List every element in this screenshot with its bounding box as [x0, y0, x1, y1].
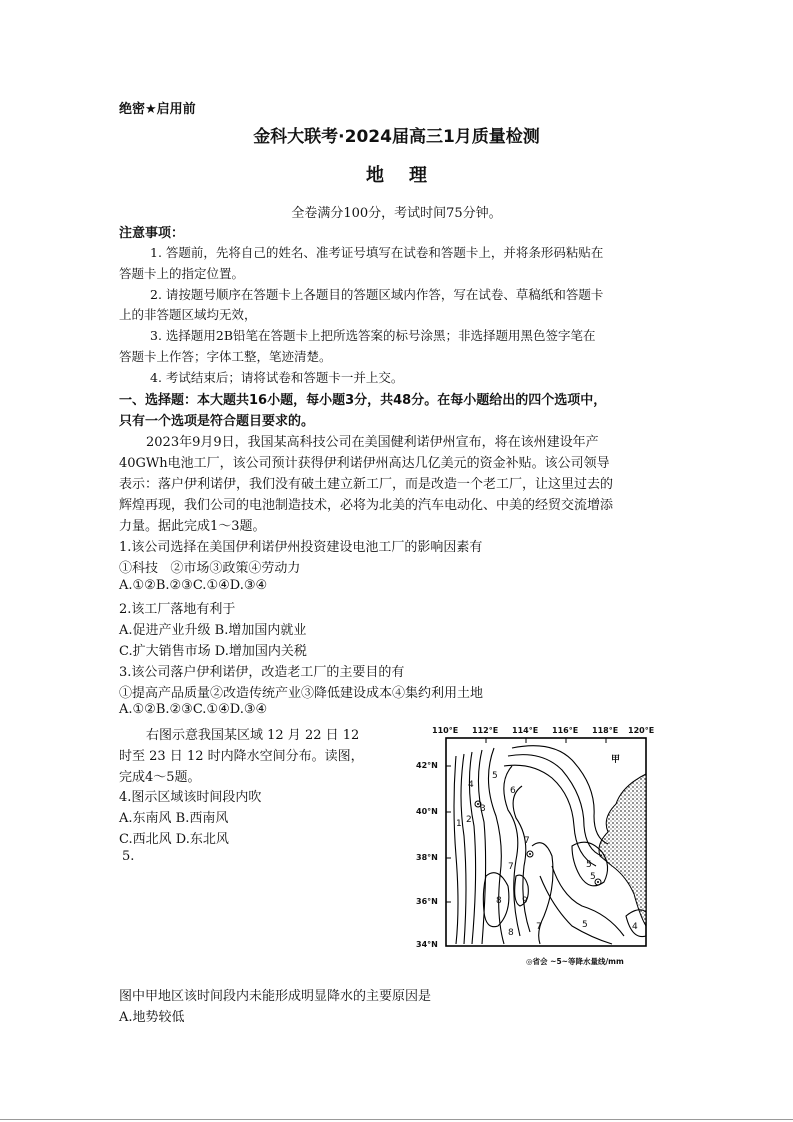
- isoline-value: 7: [536, 922, 542, 932]
- subject-title: 地 理: [365, 165, 428, 186]
- q1-items: ①科技 ②市场③政策④劳动力: [119, 561, 301, 576]
- q1-stem: 1.该公司选择在美国伊利诺伊州投资建设电池工厂的影响因素有: [119, 540, 483, 555]
- intro-line: 完成4～5题。: [119, 770, 201, 785]
- lon-label: 112°E: [472, 726, 499, 735]
- notice-line: 3. 选择题用2B铅笔在答题卡上把所选答案的标号涂黑；非选择题用黑色签字笔在: [150, 328, 596, 343]
- intro-line: 时至 23 日 12 时内降水空间分布。读图，: [119, 749, 364, 764]
- q4-options[interactable]: A.东南风 B.西南风: [119, 811, 229, 826]
- isoline-value: 5: [590, 872, 596, 882]
- exam-title: 金科大联考·2024届高三1月质量检测: [253, 127, 540, 147]
- region-jia-label: 甲: [611, 755, 621, 765]
- intro-line: 右图示意我国某区域 12 月 22 日 12: [146, 728, 360, 743]
- lon-label: 116°E: [552, 726, 579, 735]
- isoline-value: 2: [466, 815, 472, 825]
- lon-label: 118°E: [592, 726, 619, 735]
- lat-label: 38°N: [416, 853, 438, 862]
- lat-label: 34°N: [416, 940, 438, 949]
- passage-line: 2023年9月9日，我国某高科技公司在美国健利诺伊州宣布，将在该州建设年产: [146, 435, 599, 450]
- secret-mark: 绝密★启用前: [119, 102, 196, 117]
- q5-number: 5.: [122, 849, 135, 864]
- isoline-value: 1: [456, 819, 462, 829]
- q5-option-a[interactable]: A.地势较低: [119, 1010, 185, 1025]
- lon-label: 114°E: [512, 726, 539, 735]
- notice-line: 4. 考试结束后；请将试卷和答题卡一并上交。: [150, 370, 404, 385]
- lat-label: 40°N: [416, 807, 438, 816]
- map-legend: ◎省会 ~5~等降水量线/mm: [526, 957, 624, 966]
- lon-label: 110°E: [432, 726, 459, 735]
- isoline-value: 5: [492, 771, 498, 781]
- q3-options[interactable]: A.①②B.②③C.①④D.③④: [119, 702, 268, 717]
- q5-stem: 图中甲地区该时间段内未能形成明显降水的主要原因是: [119, 989, 432, 1004]
- notice-line: 答题卡上的指定位置。: [119, 266, 245, 281]
- notice-line: 2. 请按题号顺序在答题卡上各题目的答题区域内作答，写在试卷、草稿纸和答题卡: [150, 287, 604, 302]
- precipitation-map: [412, 726, 670, 971]
- isoline-value: 6: [510, 786, 516, 796]
- notice-line: 答题卡上作答；字体工整，笔迹清楚。: [119, 349, 332, 364]
- section-heading: 一、选择题：本大题共16小题，每小题3分，共48分。在每小题给出的四个选项中，: [119, 393, 607, 408]
- q2-options[interactable]: A.促进产业升级 B.增加国内就业: [119, 623, 307, 638]
- isoline-value: 7: [508, 862, 514, 872]
- isoline-value: 9: [522, 896, 528, 906]
- isoline-value: 5: [582, 920, 588, 930]
- q4-options[interactable]: C.西北风 D.东北风: [119, 832, 229, 847]
- isoline-value: 3: [480, 804, 486, 814]
- passage-line: 力量。据此完成1～3题。: [119, 519, 266, 534]
- isoline-value: 7: [524, 836, 530, 846]
- notice-title: 注意事项：: [119, 226, 185, 241]
- section-heading-2: 只有一个选项是符合题目要求的。: [119, 414, 315, 429]
- isoline-value: 4: [468, 780, 474, 790]
- q4-stem: 4.图示区域该时间段内吹: [119, 790, 262, 805]
- isoline-value: 4: [632, 922, 638, 932]
- q3-stem: 3.该公司落户伊利诺伊，改造老工厂的主要目的有: [119, 665, 405, 680]
- lat-label: 36°N: [416, 897, 438, 906]
- page-bottom-rule: [0, 1119, 793, 1120]
- passage-line: 辉煌再现，我们公司的电池制造技术，必将为北美的汽车电动化、中美的经贸交流增添: [119, 498, 614, 513]
- notice-line: 上的非答题区域均无效，: [119, 307, 257, 322]
- isoline-value: 8: [496, 896, 502, 906]
- notice-line: 1. 答题前，先将自己的姓名、准考证号填写在试卷和答题卡上，并将条形码粘贴在: [150, 245, 604, 260]
- lon-label: 120°E: [628, 726, 655, 735]
- q3-items: ①提高产品质量②改造传统产业③降低建设成本④集约利用土地: [119, 686, 484, 701]
- isoline-value: 5: [586, 860, 592, 870]
- q2-options[interactable]: C.扩大销售市场 D.增加国内关税: [119, 644, 307, 659]
- isoline-value: 8: [508, 928, 514, 938]
- q2-stem: 2.该工厂落地有利于: [119, 602, 236, 617]
- passage-line: 表示：落户伊利诺伊，我们没有破土建立新工厂，而是改造一个老工厂，让这里过去的: [119, 477, 614, 492]
- passage-line: 40GWh电池工厂，该公司预计获得伊利诺伊州高达几亿美元的资金补贴。该公司领导: [119, 456, 610, 471]
- lat-label: 42°N: [416, 761, 438, 770]
- q1-options[interactable]: A.①②B.②③C.①④D.③④: [119, 578, 268, 593]
- exam-info: 全卷满分100分，考试时间75分钟。: [291, 206, 502, 221]
